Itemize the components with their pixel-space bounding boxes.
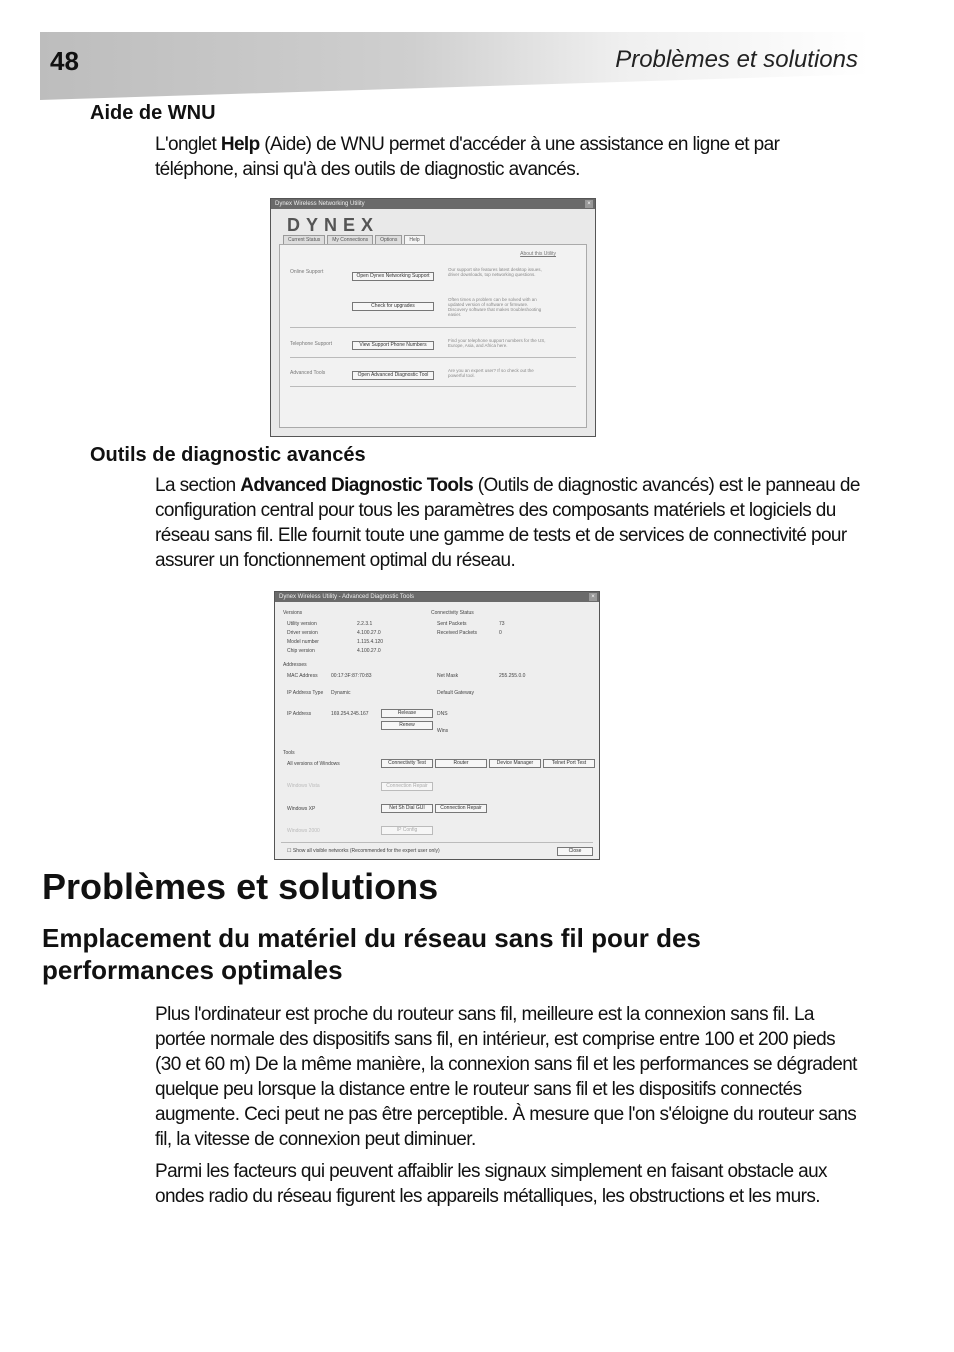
tools-group-label: Tools: [283, 750, 295, 756]
tools-paragraph: La section Advanced Diagnostic Tools (Outils de diagnostic avancés) est le panneau de configuration central pour tous les paramètres des composants matériels et logiciels du réseau sans fil. Elle fournit toute une gamme de tests et de services de connectivité pour assurer un fonctionnement optimal du réseau.: [155, 475, 860, 571]
advanced-desc: Are you an expert user? If so check out the powerful tool.: [448, 368, 534, 378]
phone-numbers-button[interactable]: View Support Phone Numbers: [352, 341, 434, 350]
divider: [290, 357, 576, 358]
divider: [290, 327, 576, 328]
sent-packets-label: Sent Packets: [437, 621, 467, 627]
ip-type-label: IP Address Type: [287, 690, 324, 696]
device-manager-button[interactable]: Device Manager: [489, 759, 541, 768]
all-windows-label: All versions of Windows: [287, 761, 340, 767]
show-all-networks-checkbox[interactable]: ☐ Show all visible networks (Recommended for the expert user only): [287, 848, 440, 854]
gateway-label: Default Gateway: [437, 690, 474, 696]
main-title: Problèmes et solutions: [42, 866, 439, 907]
connection-repair-disabled-button: Connection Repair: [381, 782, 433, 791]
window-titlebar: Dynex Wireless Utility - Advanced Diagnostic Tools ×: [275, 592, 599, 602]
wnu-paragraph: L'onglet Help (Aide) de WNU permet d'accéder à une assistance en ligne et par téléphone, ainsi qu'à des outils de diagnostic avancés.: [155, 134, 780, 180]
telephone-support-label: Telephone Support: [290, 341, 332, 347]
mac-label: MAC Address: [287, 673, 318, 679]
ip-label: IP Address: [287, 711, 312, 717]
advanced-diagnostic-screenshot: [274, 591, 600, 860]
ip-config-button: IP Config: [381, 826, 433, 835]
tab-my-connections[interactable]: My Connections: [327, 235, 373, 244]
about-link[interactable]: About this Utility: [520, 251, 556, 257]
open-advanced-tool-button[interactable]: Open Advanced Diagnostic Tool: [352, 371, 434, 380]
upgrades-desc: Often times a problem can be solved with an updated version of software or firmware. Discovery software that makes troubleshooting easier.: [448, 297, 542, 317]
router-button[interactable]: Router: [435, 759, 487, 768]
close-icon[interactable]: ×: [589, 593, 597, 601]
chip-version-value: 4.100.27.0: [357, 648, 381, 654]
dynex-logo: DYNEX: [287, 215, 380, 235]
paragraph-range: Plus l'ordinateur est proche du routeur sans fil, meilleure est la connexion sans fil. La portée normale des dispositifs sans fil, en intérieur, est comprise entre 100 et 200 pieds (30 et 60 m) De la même manière, la connexion sans fil et les performances se dégradent quelque peu lorsque la distance entre le routeur sans fil et les dispositifs connectés augmente. Ceci peut ne pas être perceptible. À mesure que l'on s'éloigne du routeur sans fil, la vitesse de connexion peut diminuer.: [155, 1004, 857, 1150]
versions-group-label: Versions: [283, 610, 303, 616]
online-support-desc: Our support site features latest desktop issues, driver downloads, top networking questions.: [448, 267, 542, 277]
wins-label: Wins: [437, 728, 449, 734]
section-heading-tools: Outils de diagnostic avancés: [90, 444, 366, 466]
close-button[interactable]: Close: [557, 847, 593, 856]
netmask-value: 255.255.0.0: [499, 673, 526, 679]
mac-value: 00:17:3F:87:70:83: [331, 673, 372, 679]
advanced-tools-label: Advanced Tools: [290, 370, 326, 376]
driver-version-value: 4.100.27.0: [357, 630, 381, 636]
connection-repair-button[interactable]: Connection Repair: [435, 804, 487, 813]
section-heading-wnu: Aide de WNU: [90, 102, 216, 124]
tab-bar: [283, 235, 427, 244]
window-titlebar: Dynex Wireless Networking Utility ×: [271, 199, 595, 209]
section-subtitle: Emplacement du matériel du réseau sans fil pour des performances optimales: [42, 923, 701, 985]
windows-2000-label: Windows 2000: [287, 828, 320, 834]
windows-vista-label: Windows Vista: [287, 783, 320, 789]
received-packets-value: 0: [499, 630, 502, 636]
telephone-desc: Find your telephone support numbers for the US, Europe, Asia, and Africa here.: [448, 338, 546, 348]
connectivity-group-label: Connectivity Status: [431, 610, 474, 616]
tab-current-status[interactable]: Current Status: [283, 235, 325, 244]
renew-button[interactable]: Renew: [381, 721, 433, 730]
chip-version-label: Chip version: [287, 648, 315, 654]
release-button[interactable]: Release: [381, 709, 433, 718]
help-panel: [279, 244, 587, 428]
divider: [281, 842, 593, 843]
netmask-label: Net Mask: [437, 673, 459, 679]
driver-version-label: Driver version: [287, 630, 318, 636]
utility-version-label: Utility version: [287, 621, 317, 627]
received-packets-label: Received Packets: [437, 630, 478, 636]
utility-version-value: 2.2.3.1: [357, 621, 373, 627]
page-number: 48: [50, 46, 79, 76]
windows-xp-label: Windows XP: [287, 806, 316, 812]
wnu-help-screenshot: [270, 198, 596, 437]
online-support-label: Online Support: [290, 269, 324, 275]
telnet-port-test-button[interactable]: Telnet Port Test: [543, 759, 595, 768]
dns-label: DNS: [437, 711, 448, 717]
model-number-label: Model number: [287, 639, 319, 645]
addresses-group-label: Addresses: [283, 662, 307, 668]
close-icon[interactable]: ×: [585, 200, 593, 208]
divider: [290, 386, 576, 387]
tab-options[interactable]: Options: [375, 235, 402, 244]
check-upgrades-button[interactable]: Check for upgrades: [352, 302, 434, 311]
ip-type-value: Dynamic: [331, 690, 351, 696]
connectivity-test-button[interactable]: Connectivity Test: [381, 759, 433, 768]
paragraph-obstacles: Parmi les facteurs qui peuvent affaiblir les signaux simplement en faisant obstacle aux ondes radio du réseau figurent les appareils métalliques, les obstructions et les murs.: [155, 1161, 827, 1207]
model-number-value: 1.115.4.120: [357, 639, 384, 645]
ip-value: 169.254.245.167: [331, 711, 369, 717]
sent-packets-value: 73: [499, 621, 505, 627]
tab-help[interactable]: Help: [404, 235, 424, 244]
net-sh-dial-button[interactable]: Net Sh Dial GUI: [381, 804, 433, 813]
running-title: Problèmes et solutions: [615, 46, 858, 73]
open-support-button[interactable]: Open Dynex Networking Support: [352, 272, 434, 281]
